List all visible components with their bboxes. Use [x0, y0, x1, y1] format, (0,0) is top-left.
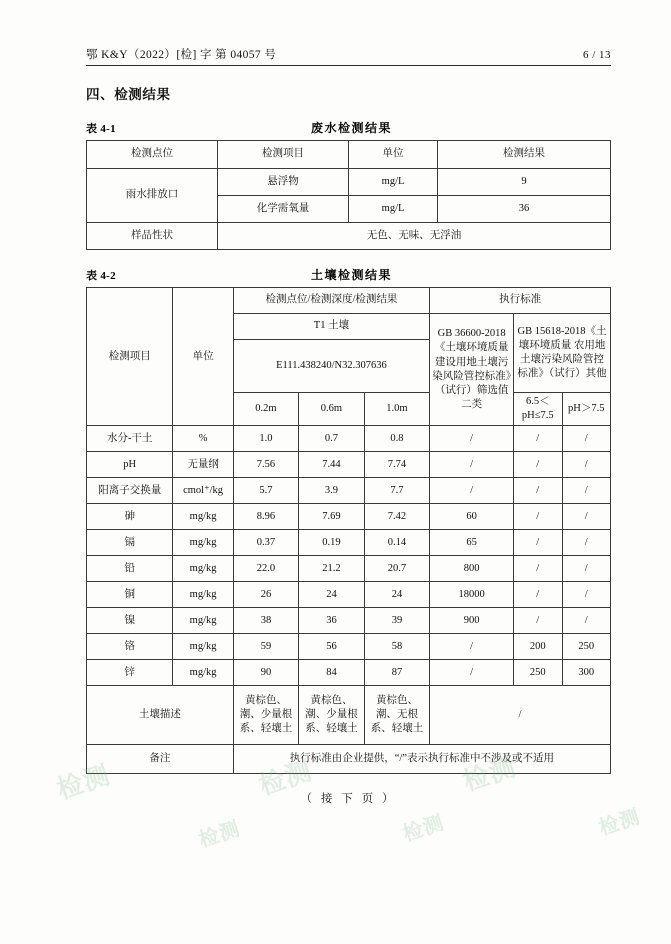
soil-std2-value-a: / [514, 556, 562, 582]
soil-std1-value: / [430, 452, 514, 478]
soil-value-02m: 5.7 [233, 478, 299, 504]
soil-item: 砷 [87, 504, 173, 530]
soil-value-06m: 56 [299, 634, 365, 660]
sample-label: 样品性状 [87, 223, 218, 250]
sample-value: 无色、无味、无浮油 [218, 223, 611, 250]
table-waste-number: 表 4-1 [86, 123, 116, 135]
table-row [87, 530, 611, 556]
soil-std1-value: 65 [430, 530, 514, 556]
soil-item: 铬 [87, 634, 173, 660]
soil-value-06m: 24 [299, 582, 365, 608]
soil-item: 镍 [87, 608, 173, 634]
soil-unit: 无量纲 [173, 452, 233, 478]
soil-col-item: 检测项目 [87, 288, 173, 426]
soil-value-06m: 84 [299, 660, 365, 686]
soil-unit: mg/kg [173, 504, 233, 530]
table-row [87, 478, 611, 504]
soil-unit: mg/kg [173, 608, 233, 634]
soil-std2-value-a: / [514, 582, 562, 608]
soil-std1-value: / [430, 478, 514, 504]
table-row [87, 660, 611, 686]
soil-remark-value: 执行标准由企业提供，“/”表示执行标准中不涉及或不适用 [233, 745, 610, 774]
table-row [87, 223, 611, 250]
soil-std2-value-a: / [514, 504, 562, 530]
soil-standard-2-sub-2: pH＞7.5 [562, 393, 611, 426]
soil-std2-value-b: / [562, 426, 611, 452]
soil-std2-value-b: / [562, 556, 611, 582]
soil-value-06m: 7.44 [299, 452, 365, 478]
soil-value-06m: 21.2 [299, 556, 365, 582]
soil-std2-value-b: / [562, 452, 611, 478]
soil-value-02m: 8.96 [233, 504, 299, 530]
soil-std2-value-a: / [514, 608, 562, 634]
soil-std2-value-a: / [514, 478, 562, 504]
soil-std2-value-a: / [514, 530, 562, 556]
soil-value-02m: 0.37 [233, 530, 299, 556]
soil-standard-2-sub-1: 6.5＜pH≤7.5 [514, 393, 562, 426]
waste-item: 悬浮物 [218, 169, 349, 196]
soil-unit: mg/kg [173, 634, 233, 660]
waste-result: 36 [438, 196, 611, 223]
soil-std2-value-b: 300 [562, 660, 611, 686]
soil-std2-value-b: 250 [562, 634, 611, 660]
soil-unit: cmol⁺/kg [173, 478, 233, 504]
soil-item: 水分-干土 [87, 426, 173, 452]
soil-value-02m: 7.56 [233, 452, 299, 478]
table-row [87, 426, 611, 452]
waste-item: 化学需氧量 [218, 196, 349, 223]
soil-remark-label: 备注 [87, 745, 234, 774]
table-row [87, 556, 611, 582]
soil-unit: mg/kg [173, 556, 233, 582]
soil-value-10m: 0.8 [364, 426, 430, 452]
soil-depth-2: 0.6m [299, 393, 365, 426]
soil-std1-value: 900 [430, 608, 514, 634]
soil-point-name: T1 土壤 [233, 314, 430, 340]
soil-desc-label: 土壤描述 [87, 686, 234, 745]
col-result: 检测结果 [438, 141, 611, 169]
soil-value-10m: 39 [364, 608, 430, 634]
soil-value-02m: 1.0 [233, 426, 299, 452]
soil-depth-1: 0.2m [233, 393, 299, 426]
soil-table [86, 287, 611, 774]
soil-std2-value-b: / [562, 530, 611, 556]
soil-value-02m: 90 [233, 660, 299, 686]
table-soil-caption [86, 266, 611, 283]
watermark: 检测 [400, 811, 448, 846]
soil-value-02m: 59 [233, 634, 299, 660]
soil-std2-value-a: / [514, 426, 562, 452]
soil-std2-value-b: / [562, 504, 611, 530]
soil-std2-value-a: 250 [514, 660, 562, 686]
section-title: 四、检测结果 [86, 87, 171, 102]
soil-item: pH [87, 452, 173, 478]
waste-water-table [86, 140, 611, 250]
soil-value-02m: 22.0 [233, 556, 299, 582]
soil-std2-value-b: / [562, 582, 611, 608]
report-number: 鄂 K&Y（2022）[检] 字 第 04057 号 [86, 49, 277, 61]
soil-desc-10m: 黄棕色、潮、无根系、轻壤土 [364, 686, 430, 745]
soil-unit: % [173, 426, 233, 452]
soil-unit: mg/kg [173, 660, 233, 686]
soil-desc-02m: 黄棕色、潮、少量根系、轻壤土 [233, 686, 299, 745]
soil-coordinate: E111.438240/N32.307636 [233, 340, 430, 393]
watermark: 检测 [255, 756, 316, 801]
table-row [87, 504, 611, 530]
soil-item: 铅 [87, 556, 173, 582]
soil-value-10m: 20.7 [364, 556, 430, 582]
watermark: 检测 [53, 760, 114, 805]
soil-desc-standard: / [430, 686, 611, 745]
soil-group-left: 检测点位/检测深度/检测结果 [233, 288, 430, 314]
soil-std1-value: 800 [430, 556, 514, 582]
soil-remark-row [87, 745, 611, 774]
soil-std1-value: / [430, 426, 514, 452]
soil-std2-value-a: 200 [514, 634, 562, 660]
soil-std1-value: 60 [430, 504, 514, 530]
table-soil-number: 表 4-2 [86, 270, 116, 282]
soil-value-02m: 26 [233, 582, 299, 608]
soil-value-06m: 0.7 [299, 426, 365, 452]
table-row [87, 169, 611, 196]
soil-value-10m: 0.14 [364, 530, 430, 556]
page-number: 6 / 13 [582, 49, 611, 61]
soil-std2-value-b: / [562, 608, 611, 634]
soil-col-unit: 单位 [173, 288, 233, 426]
soil-description-row [87, 686, 611, 745]
soil-value-10m: 7.42 [364, 504, 430, 530]
table-row [87, 582, 611, 608]
soil-item: 锌 [87, 660, 173, 686]
soil-value-10m: 87 [364, 660, 430, 686]
table-header-row [87, 141, 611, 169]
waste-result: 9 [438, 169, 611, 196]
waste-unit: mg/L [349, 196, 438, 223]
soil-value-06m: 3.9 [299, 478, 365, 504]
table-row [87, 634, 611, 660]
table-waste-title: 废水检测结果 [310, 121, 392, 135]
watermark: 检测 [596, 805, 644, 840]
waste-unit: mg/L [349, 169, 438, 196]
waste-point-label: 雨水排放口 [87, 169, 218, 223]
table-row [87, 452, 611, 478]
col-item: 检测项目 [218, 141, 349, 169]
soil-value-10m: 7.74 [364, 452, 430, 478]
soil-value-06m: 7.69 [299, 504, 365, 530]
soil-value-10m: 58 [364, 634, 430, 660]
col-point: 检测点位 [87, 141, 218, 169]
soil-depth-3: 1.0m [364, 393, 430, 426]
soil-standard-1: GB 36600-2018《土壤环境质量 建设用地土壤污染风险管控标准》（试行）筛选值二类 [430, 314, 514, 426]
soil-standard-2: GB 15618-2018《土壤环境质量 农用地土壤污染风险管控标准》（试行）其他 [514, 314, 611, 393]
soil-value-10m: 7.7 [364, 478, 430, 504]
soil-item: 阳离子交换量 [87, 478, 173, 504]
col-unit: 单位 [349, 141, 438, 169]
soil-std1-value: 18000 [430, 582, 514, 608]
soil-std2-value-b: / [562, 478, 611, 504]
watermark: 检测 [459, 752, 520, 797]
table-soil-title: 土壤检测结果 [310, 268, 392, 282]
soil-std1-value: / [430, 660, 514, 686]
soil-value-10m: 24 [364, 582, 430, 608]
soil-unit: mg/kg [173, 530, 233, 556]
watermark: 检测 [196, 817, 244, 852]
continuation-note: （ 接 下 页 ） [300, 793, 397, 806]
soil-value-06m: 0.19 [299, 530, 365, 556]
soil-std2-value-a: / [514, 452, 562, 478]
soil-value-06m: 36 [299, 608, 365, 634]
table-row [87, 608, 611, 634]
soil-unit: mg/kg [173, 582, 233, 608]
soil-item: 铜 [87, 582, 173, 608]
soil-desc-06m: 黄棕色、潮、少量根系、轻壤土 [299, 686, 365, 745]
soil-std1-value: / [430, 634, 514, 660]
soil-group-right: 执行标准 [430, 288, 611, 314]
table-waste-caption [86, 119, 611, 136]
document-header [86, 46, 611, 66]
soil-value-02m: 38 [233, 608, 299, 634]
table-header-row [87, 288, 611, 314]
soil-item: 镉 [87, 530, 173, 556]
